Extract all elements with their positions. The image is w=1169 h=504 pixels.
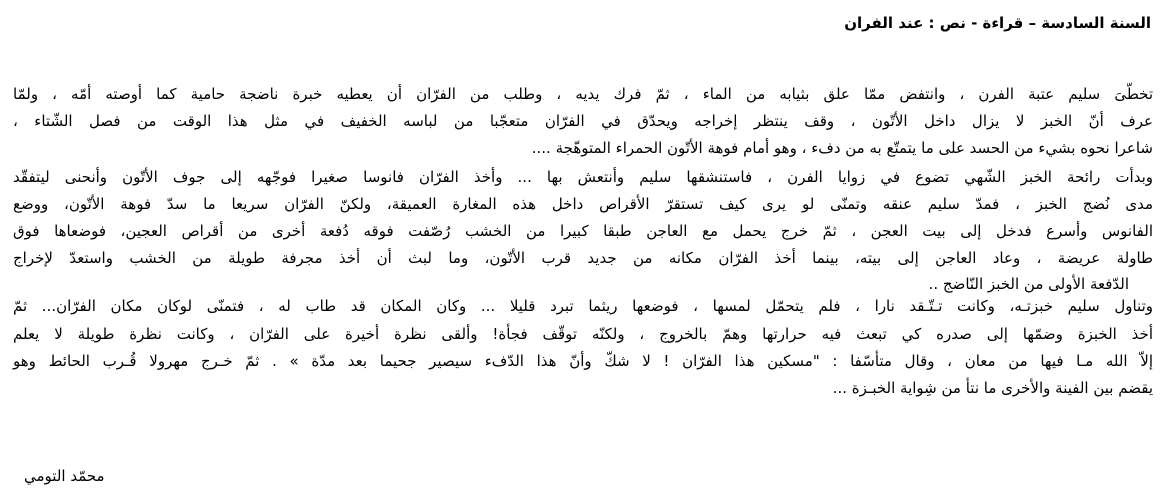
document-title: السنة السادسة – قراءة - نص : عند الفران [844, 14, 1151, 32]
text-line: عرف أنّ الخبز لا يزال داخل الأتّون ، وقف ينتظر إخراجه ويحدّق في الفرّان متعجّبا من لباسه الخفيف في مثل هذا الوقت من فصل الشّتاء ، [13, 112, 1153, 130]
text-line: مدى نُضج الخبز ، فمدّ سليم عنقه وتمنّى لو يرى كيف تستقرّ الأقراص داخل هذه المغارة العميقة، ولكنّ الفرّان سريعا ما سدّ فوهة الأتّون، ووضع [13, 195, 1153, 213]
author-name: محمّد التومي [24, 467, 105, 485]
text-line: الدّفعة الأولى من الخبز النّاضج .. [928, 275, 1129, 293]
text-line: يقضم بين الفينة والأخرى ما نتأ من شِواية الخبـزة ... [832, 379, 1153, 397]
text-line: تخطّىَ سليم عتبة الفرن ، وانتفض ممّا علق بثيابه من الماء ، ثمّ فرك يديه ، وطلب من الفرّان أن يعطيه خبرة ناضجة حامية كما أوصته أمّه ، ولمّا [13, 85, 1153, 103]
text-line: الفانوس وأسرع فدخل إلى بيت العجن ، ثمّ خرج يحمل مع العاجن طبقا كبيرا من الخشب رُصّفت فوقه دُفعة أخرى من أقراص العجين، فوضعاها فوق [13, 222, 1153, 240]
text-line: إلاّ الله مـا فيها من معان ، وقال متأسّفا : "مسكين هذا الفرّان ! لا شكّ وأنّ هذا الدّفء سيصير جحيما بعد مدّة » . ثمّ خـرج مهرولا قُـرب الحائط وهو [13, 352, 1153, 370]
text-line: طاولة عريضة ، وعاد العاجن إلى بيته، بينما أخذ الفرّان مكانه من جديد قرب الأتّون، وما لبث أن أخذ مجرفة طويلة من الخشب واستعدّ لإخراج [13, 249, 1153, 267]
text-line: شاعرا نحوه بشيء من الحسد على ما يتمتّع به من دفء ، وهو أمام فوهة الأتّون الحمراء المتوهّجة .... [531, 139, 1153, 157]
text-line: أخذ الخبزة وضمّها إلى صدره كي تبعث فيه حرارتها وهمّ بالخروج ، ولكنّه توقّف فجأة! وألقى نظرة أخيرة على الفرّان ، وكانت نظرة طويلة لا يعلم [13, 325, 1153, 343]
text-line: وتناول سليم خبزتـه، وكانت تـتّـقد نارا ، فلم يتحمّل لمسها ، فوضعها ريثما تبرد قليلا ... وكان المكان قد طاب له ، فتمنّى لوكان مكان الفرّان... ثمّ [13, 297, 1153, 315]
text-line: وبدأت رائحة الخبز الشّهي تضوع في زوايا الفرن ، فاستنشقها سليم وأنتعش بها ... وأخذ الفرّان فانوسا صغيرا فوجّهه إلى جوف الأتّون وأنحنى ليتفقّد [13, 168, 1153, 186]
